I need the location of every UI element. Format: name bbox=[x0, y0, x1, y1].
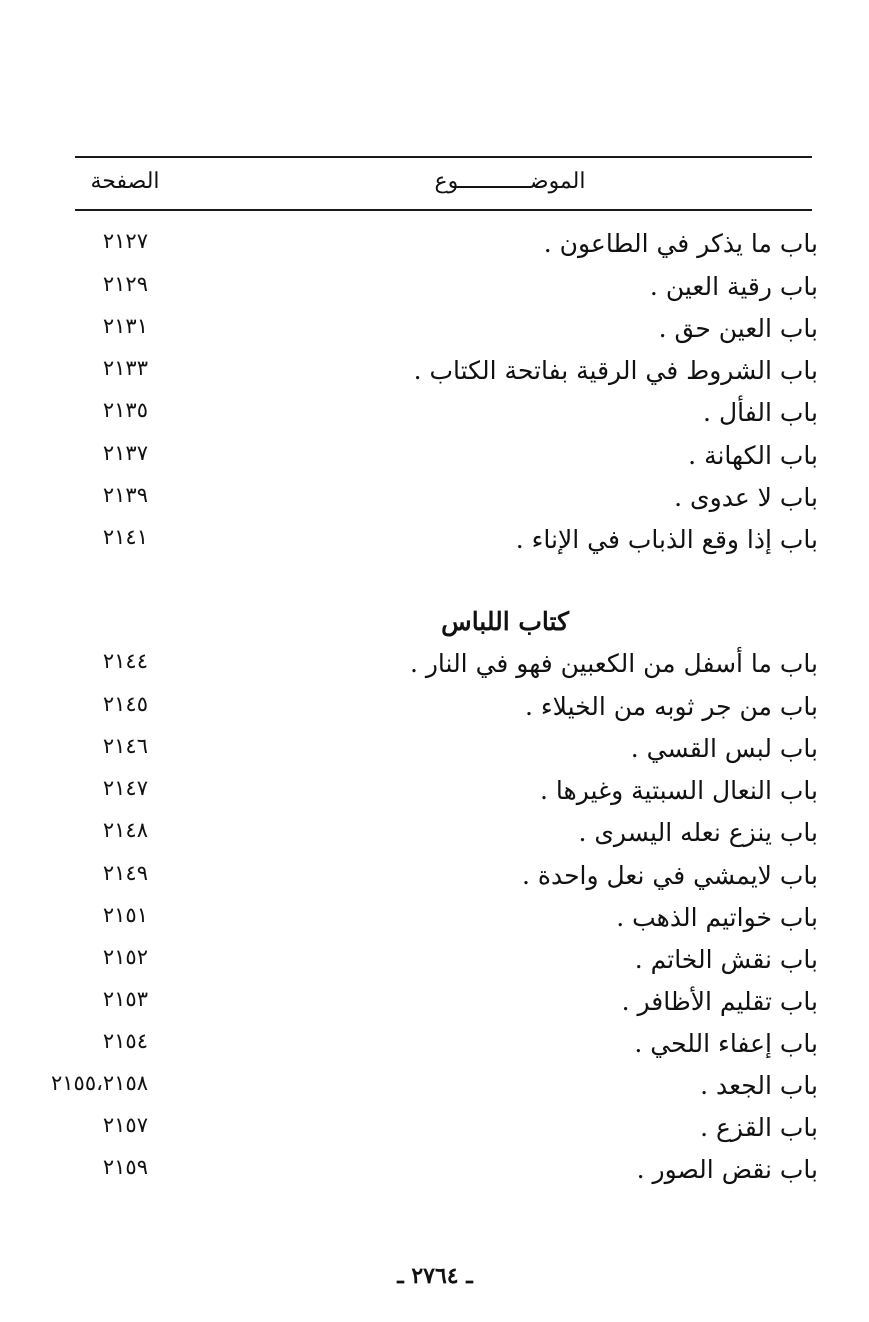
entry-title: باب العين حق . bbox=[658, 314, 818, 343]
entry-page-number: ٢١٥٩ bbox=[102, 1155, 148, 1179]
toc-entry bbox=[0, 729, 869, 769]
toc-entry bbox=[0, 644, 869, 684]
toc-entry bbox=[0, 940, 869, 980]
entry-title: باب ينزع نعله اليسرى . bbox=[578, 818, 818, 847]
toc-entry bbox=[0, 478, 869, 518]
toc-entry bbox=[0, 898, 869, 938]
toc-entry bbox=[0, 1066, 869, 1106]
toc-entry bbox=[0, 224, 869, 264]
entry-title: باب إعفاء اللحي . bbox=[634, 1029, 818, 1058]
entry-page-number: ٢١٥٢ bbox=[102, 945, 148, 969]
entry-page-number: ٢١٣٩ bbox=[102, 483, 148, 507]
entry-title: باب لبس القسي . bbox=[630, 734, 818, 763]
section-heading: كتاب اللباس bbox=[441, 607, 569, 636]
entry-page-number: ٢١٣٧ bbox=[102, 441, 148, 465]
toc-entry bbox=[0, 1108, 869, 1148]
entry-title: باب لا عدوى . bbox=[674, 483, 818, 512]
entry-title: باب إذا وقع الذباب في الإناء . bbox=[515, 525, 818, 554]
entry-title: باب نقض الصور . bbox=[636, 1155, 818, 1184]
entry-title: باب الجعد . bbox=[700, 1071, 818, 1100]
toc-entry bbox=[0, 771, 869, 811]
entry-title: باب ما أسفل من الكعبين فهو في النار . bbox=[409, 649, 818, 678]
entry-page-number: ٢١٢٩ bbox=[102, 272, 148, 296]
header-bottom-rule bbox=[75, 209, 812, 211]
column-header-page: الصفحة bbox=[90, 169, 160, 194]
entry-page-number: ٢١٣١ bbox=[102, 314, 148, 338]
entry-title: باب لايمشي في نعل واحدة . bbox=[521, 861, 818, 890]
toc-entry bbox=[0, 856, 869, 896]
toc-entry bbox=[0, 351, 869, 391]
entry-title: باب تقليم الأظافر . bbox=[621, 987, 818, 1016]
entry-page-number: ٢١٥٥،٢١٥٨ bbox=[50, 1071, 148, 1095]
toc-entry bbox=[0, 1024, 869, 1064]
toc-entry bbox=[0, 1150, 869, 1190]
entry-page-number: ٢١٥٧ bbox=[102, 1113, 148, 1137]
toc-entry bbox=[0, 309, 869, 349]
entry-page-number: ٢١٤٧ bbox=[102, 776, 148, 800]
entry-page-number: ٢١٤٨ bbox=[102, 818, 148, 842]
entry-title: باب نقش الخاتم . bbox=[634, 945, 818, 974]
toc-entry bbox=[0, 393, 869, 433]
entry-page-number: ٢١٥٤ bbox=[102, 1029, 148, 1053]
entry-page-number: ٢١٢٧ bbox=[102, 229, 148, 253]
entry-title: باب الفأل . bbox=[703, 398, 818, 427]
entry-page-number: ٢١٤١ bbox=[102, 525, 148, 549]
entry-page-number: ٢١٥٣ bbox=[102, 987, 148, 1011]
entry-title: باب رقية العين . bbox=[649, 272, 818, 301]
entry-title: باب الكهانة . bbox=[688, 441, 818, 470]
entry-page-number: ٢١٤٥ bbox=[102, 692, 148, 716]
toc-entry bbox=[0, 982, 869, 1022]
entry-page-number: ٢١٥١ bbox=[102, 903, 148, 927]
toc-entry bbox=[0, 687, 869, 727]
entry-title: باب من جر ثوبه من الخيلاء . bbox=[525, 692, 818, 721]
toc-entry bbox=[0, 520, 869, 560]
toc-entry bbox=[0, 813, 869, 853]
entry-title: باب النعال السبتية وغيرها . bbox=[540, 776, 818, 805]
toc-entry bbox=[0, 267, 869, 307]
toc-entry bbox=[0, 436, 869, 476]
entry-title: باب الشروط في الرقية بفاتحة الكتاب . bbox=[413, 356, 818, 385]
entry-title: باب القزع . bbox=[700, 1113, 818, 1142]
entry-title: باب خواتيم الذهب . bbox=[616, 903, 818, 932]
entry-page-number: ٢١٣٣ bbox=[102, 356, 148, 380]
column-header-subject: الموضـــــــــــوع bbox=[434, 169, 586, 194]
entry-page-number: ٢١٤٦ bbox=[102, 734, 148, 758]
entry-title: باب ما يذكر في الطاعون . bbox=[543, 229, 818, 258]
footer-page-number: ـ ٢٧٦٤ ـ bbox=[397, 1263, 473, 1289]
entry-page-number: ٢١٤٩ bbox=[102, 861, 148, 885]
entry-page-number: ٢١٤٤ bbox=[102, 649, 148, 673]
entry-page-number: ٢١٣٥ bbox=[102, 398, 148, 422]
header-top-rule bbox=[75, 156, 812, 158]
